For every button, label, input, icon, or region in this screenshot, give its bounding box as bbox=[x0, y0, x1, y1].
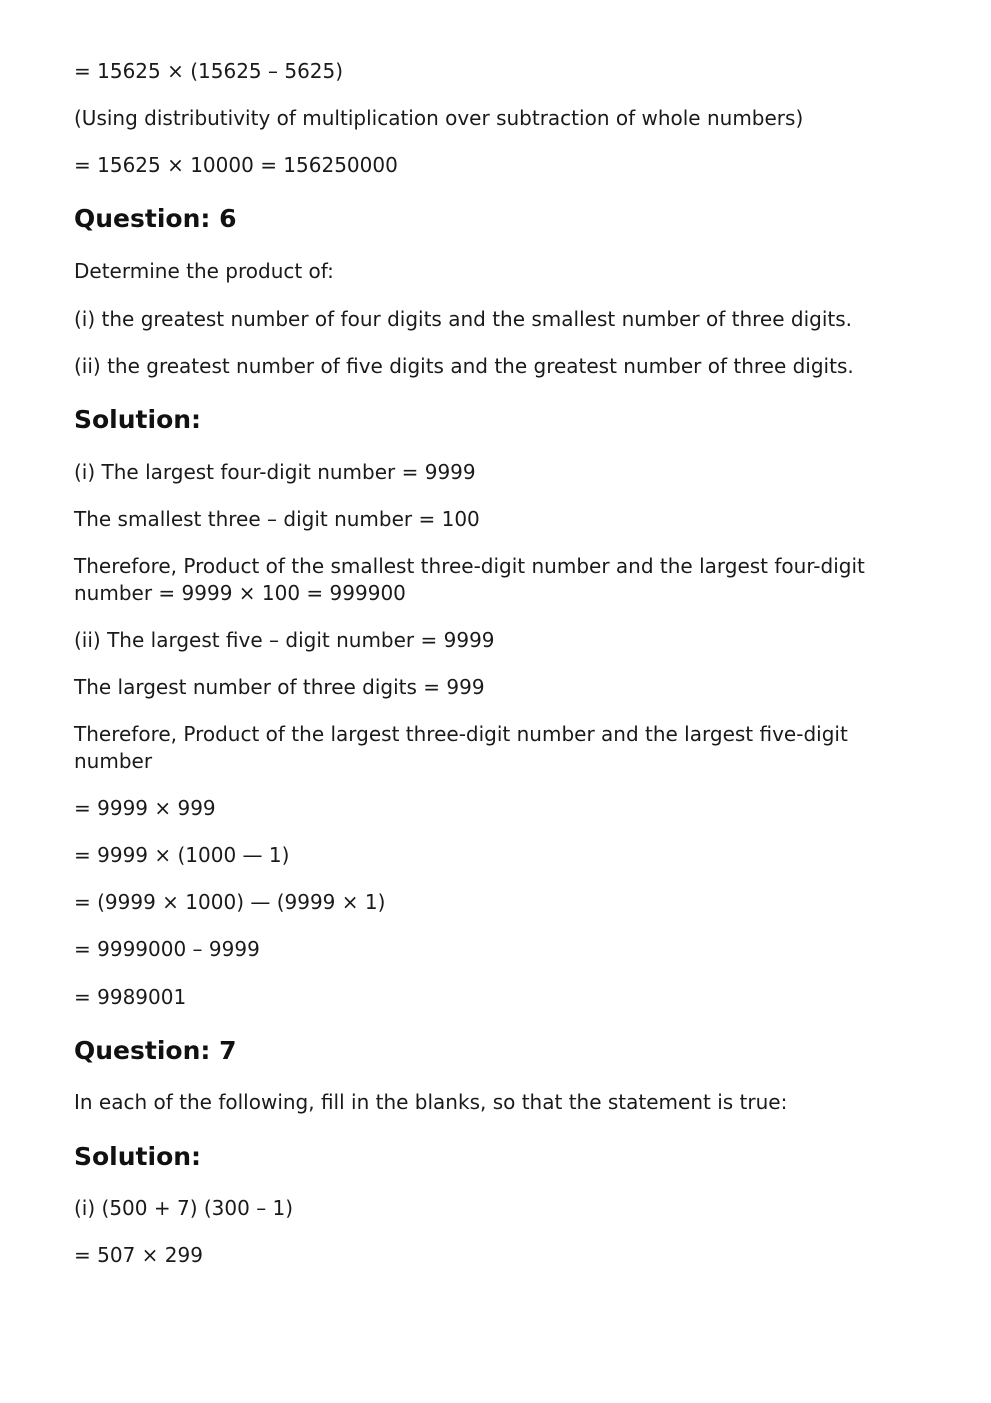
solution-line: = 9999 × (1000 — 1) bbox=[74, 843, 290, 867]
question-6-intro: Determine the product of: bbox=[74, 259, 334, 283]
solution-line: = 507 × 299 bbox=[74, 1243, 203, 1267]
solution-line: = 9999 × 999 bbox=[74, 796, 216, 820]
solution-line: Therefore, Product of the largest three-digit number and the largest five-digit number bbox=[74, 722, 848, 773]
solution-line: = 9989001 bbox=[74, 985, 187, 1009]
question-6-part-i: (i) the greatest number of four digits and the smallest number of three digits. bbox=[74, 307, 853, 331]
solution-line: (ii) The largest five – digit number = 9999 bbox=[74, 628, 495, 652]
solution-line: = (9999 × 1000) — (9999 × 1) bbox=[74, 890, 386, 914]
solution-line: = 9999000 – 9999 bbox=[74, 937, 260, 961]
prev-solution-line-1: = 15625 × (15625 – 5625) bbox=[74, 59, 344, 83]
solution-line: The smallest three – digit number = 100 bbox=[74, 507, 480, 531]
question-6-part-ii: (ii) the greatest number of five digits and the greatest number of three digits. bbox=[74, 354, 854, 378]
solution-line: (i) The largest four-digit number = 9999 bbox=[74, 460, 476, 484]
prev-solution-note: (Using distributivity of multiplication over subtraction of whole numbers) bbox=[74, 106, 804, 130]
question-7-solution-heading: Solution: bbox=[74, 1142, 202, 1171]
question-6-heading: Question: 6 bbox=[74, 204, 237, 233]
solution-line: (i) (500 + 7) (300 – 1) bbox=[74, 1196, 294, 1220]
prev-solution-line-3: = 15625 × 10000 = 156250000 bbox=[74, 153, 398, 177]
solution-line: The largest number of three digits = 999 bbox=[74, 675, 485, 699]
question-7-intro: In each of the following, fill in the blanks, so that the statement is true: bbox=[74, 1090, 788, 1114]
question-7-heading: Question: 7 bbox=[74, 1036, 237, 1065]
solution-line: Therefore, Product of the smallest three-digit number and the largest four-digit number = 9999 × 100 = 999900 bbox=[74, 554, 865, 605]
question-6-solution-heading: Solution: bbox=[74, 405, 202, 434]
